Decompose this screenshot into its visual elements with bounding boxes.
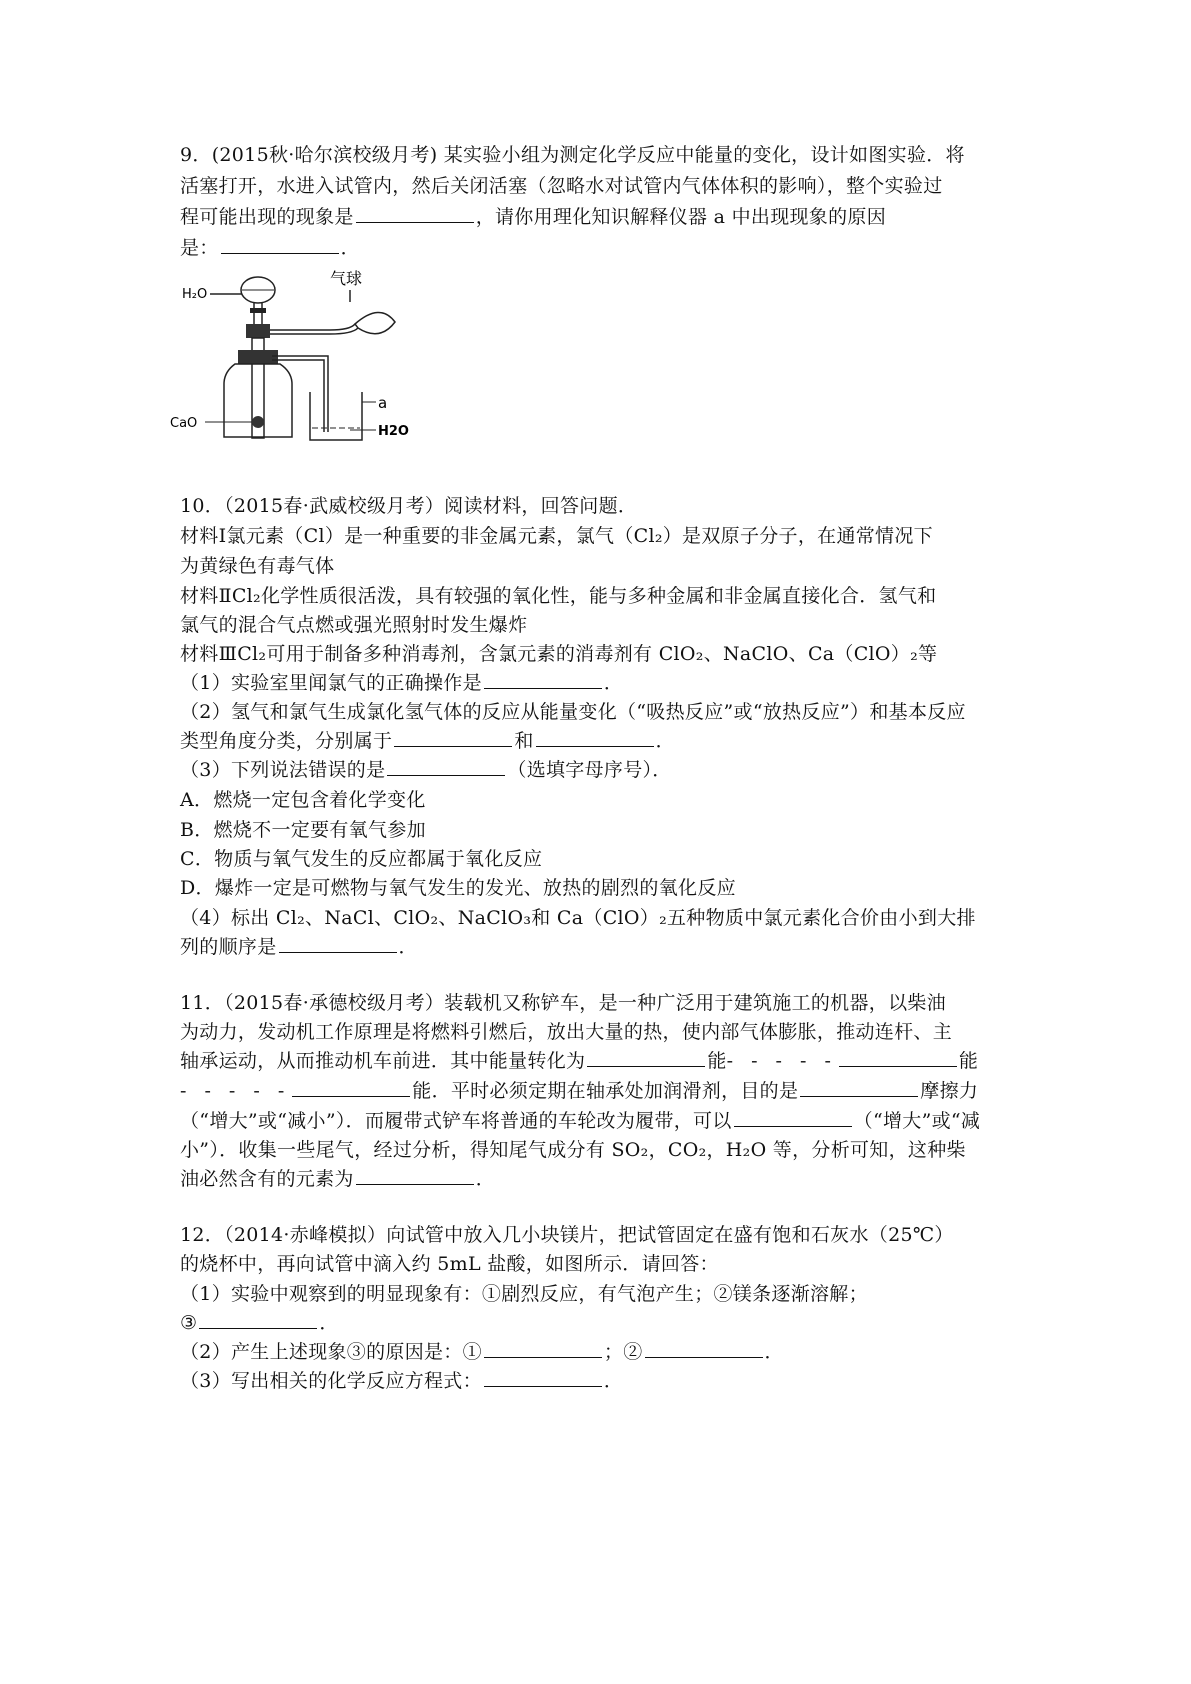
- q11-line-3-text: 轴承运动，从而推动机车前进．其中能量转化为: [180, 1050, 586, 1072]
- q10-part2-text: 类型角度分类，分别属于: [180, 730, 393, 752]
- q11-line-7-end: ．: [475, 1168, 496, 1190]
- q10-part2-blank-2[interactable]: [536, 745, 654, 747]
- top-stopper: [246, 324, 270, 338]
- q12-line-5: [180, 1337, 784, 1364]
- h2o-bottom-label: H2O: [378, 424, 409, 439]
- q11-line-4: [180, 1076, 978, 1103]
- q10-line-2: 材料Ⅰ氯元素（Cl）是一种重要的非金属元素，氯气（Cl₂）是双原子分子，在通常情况下: [180, 525, 933, 547]
- q11-line-7-text: 油必然含有的元素为: [180, 1168, 354, 1190]
- q10-part4-end: ．: [398, 936, 418, 958]
- q10-part3-end: （选填字母序号）．: [507, 759, 672, 781]
- q11-dash-1: - - - - -: [726, 1050, 837, 1072]
- bottle-stopper: [238, 350, 278, 364]
- q12-blank-2[interactable]: [484, 1356, 602, 1358]
- q12-line-4: [180, 1308, 339, 1335]
- q11-blank-6[interactable]: [356, 1183, 474, 1185]
- q12-blank-4[interactable]: [484, 1385, 602, 1387]
- q9-line-3: [180, 202, 886, 229]
- q12-line-6-end: ．: [603, 1370, 624, 1392]
- beaker: [310, 392, 362, 440]
- q11-neng-1: 能: [707, 1050, 727, 1072]
- q11-line-5-text: （“增大”或“减小”）．而履带式铲车将普通的车轮改为履带，可以: [180, 1110, 732, 1132]
- q10-line-3: 为黄绿色有毒气体: [180, 555, 335, 577]
- q11-blank-2[interactable]: [839, 1065, 957, 1067]
- q11-line-1: 11．（2015春·承德校级月考）装载机又称铲车，是一种广泛用于建筑施工的机器，以柴油: [180, 992, 946, 1014]
- q10-part2-end: ．: [655, 730, 675, 752]
- q11-line-3: [180, 1046, 978, 1073]
- balloon-label: 气球: [330, 269, 363, 288]
- q9-answer-blank-2[interactable]: [221, 252, 339, 254]
- q9-line-4-end: ．: [340, 237, 360, 259]
- q12-line-5-end: ．: [764, 1341, 784, 1363]
- q10-part4-blank[interactable]: [279, 951, 397, 953]
- q10-part4-text: 列的顺序是: [180, 936, 277, 958]
- q9-line-1: 9．(2015秋·哈尔滨校级月考) 某实验小组为测定化学反应中能量的变化，设计如图实验．将: [180, 144, 965, 166]
- q10-line-1: 10．（2015春·武威校级月考）阅读材料，回答问题．: [180, 495, 638, 517]
- q10-line-10: [180, 755, 672, 782]
- q12-line-3: （1）实验中观察到的明显现象有：①剧烈反应，有气泡产生；②镁条逐渐溶解；: [180, 1283, 868, 1305]
- q9-line-3-text-2: ，请你用理化知识解释仪器 a 中出现现象的原因: [475, 206, 887, 228]
- q10-part3-text: （3）下列说法错误的是: [180, 759, 386, 781]
- q12-line-6-text: （3）写出相关的化学反应方程式：: [180, 1370, 482, 1392]
- q10-option-a: A．燃烧一定包含着化学变化: [180, 789, 426, 811]
- q12-line-2: 的烧杯中，再向试管中滴入约 5mL 盐酸，如图所示．请回答：: [180, 1253, 719, 1275]
- q10-option-d: D．爆炸一定是可燃物与氧气发生的发光、放热的剧烈的氧化反应: [180, 877, 736, 899]
- q10-line-7: [180, 668, 623, 695]
- q10-line-4: 材料ⅡCl₂化学性质很活泼，具有较强的氧化性，能与多种金属和非金属直接化合．氢气和: [180, 585, 937, 607]
- q10-part3-blank[interactable]: [387, 774, 505, 776]
- q11-dash-2: - - - - -: [180, 1080, 291, 1102]
- q10-option-c: C．物质与氧气发生的反应都属于氧化反应: [180, 848, 543, 870]
- q10-part1-text: （1）实验室里闻氯气的正确操作是: [180, 672, 482, 694]
- q11-blank-3[interactable]: [292, 1095, 410, 1097]
- q12-blank-1[interactable]: [199, 1327, 317, 1329]
- q10-line-9: [180, 726, 675, 753]
- q10-line-6: 材料ⅢCl₂可用于制备多种消毒剂，含氯元素的消毒剂有 ClO₂、NaClO、Ca（ClO）₂等: [180, 643, 938, 665]
- q10-line-16: [180, 932, 418, 959]
- q9-line-3-text: 程可能出现的现象是: [180, 206, 354, 228]
- q12-line-1: 12．（2014·赤峰模拟）向试管中放入几小块镁片，把试管固定在盛有饱和石灰水（25℃）: [180, 1224, 954, 1246]
- q12-line-4-end: ．: [319, 1312, 339, 1334]
- q10-part2-and: 和: [514, 730, 534, 752]
- label-a: a: [378, 394, 388, 412]
- cao-label: CaO: [170, 416, 198, 431]
- q11-line-4-text: 能．平时必须定期在轴承处加润滑剂，目的是: [412, 1080, 799, 1102]
- q10-line-8: （2）氢气和氯气生成氯化氢气体的反应从能量变化（“吸热反应”或“放热反应”）和基本反应: [180, 701, 966, 723]
- q9-line-4: [180, 233, 360, 260]
- q11-blank-4[interactable]: [800, 1095, 918, 1097]
- q11-line-5: [180, 1106, 980, 1133]
- stopcock: [250, 308, 266, 313]
- q10-line-5: 氯气的混合气点燃或强光照射时发生爆炸: [180, 614, 528, 636]
- q12-blank-3[interactable]: [645, 1356, 763, 1358]
- balloon: [355, 312, 395, 333]
- q11-blank-5[interactable]: [734, 1125, 852, 1127]
- q9-line-4-text: 是：: [180, 237, 219, 259]
- cao-solid: [252, 416, 264, 428]
- q9-line-2: 活塞打开，水进入试管内，然后关闭活塞（忽略水对试管内气体体积的影响），整个实验过: [180, 175, 943, 197]
- q11-line-6: 小”）．收集一些尾气，经过分析，得知尾气成分有 SO₂，CO₂，H₂O 等，分析可知，这种柴: [180, 1139, 966, 1161]
- q11-line-5-end: （“增大”或“减: [853, 1110, 981, 1132]
- q11-neng-2: 能: [958, 1050, 979, 1072]
- q12-line-5-text: （2）产生上述现象③的原因是：①: [180, 1341, 482, 1363]
- q10-option-b: B．燃烧不一定要有氧气参加: [180, 819, 426, 841]
- q10-part1-blank[interactable]: [484, 687, 602, 689]
- q11-line-2: 为动力，发动机工作原理是将燃料引燃后，放出大量的热，使内部气体膨胀，推动连杆、主: [180, 1021, 953, 1043]
- q10-line-15: （4）标出 Cl₂、NaCl、ClO₂、NaClO₃和 Ca（ClO）₂五种物质中氯元素化合价由小到大排: [180, 907, 976, 929]
- q9-answer-blank-1[interactable]: [356, 221, 474, 223]
- q11-line-7: [180, 1164, 495, 1191]
- q9-apparatus-figure: [170, 269, 450, 472]
- q12-line-5-sep: ；②: [603, 1341, 643, 1363]
- apparatus-diagram: [170, 269, 450, 472]
- q11-line-4-end: 摩擦力: [920, 1080, 979, 1102]
- q11-blank-1[interactable]: [587, 1065, 705, 1067]
- q12-circle-3: ③: [180, 1312, 198, 1334]
- q10-part1-end: ．: [603, 672, 624, 694]
- q12-line-6: [180, 1366, 623, 1393]
- q10-part2-blank-1[interactable]: [394, 745, 512, 747]
- h2o-top-label: H₂O: [182, 287, 208, 302]
